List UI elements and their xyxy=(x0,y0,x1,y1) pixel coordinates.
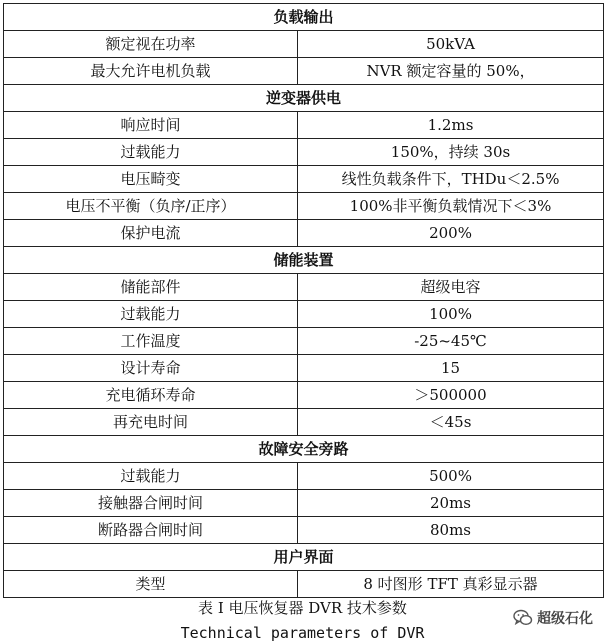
section-title: 故障安全旁路 xyxy=(4,436,604,463)
table-row xyxy=(4,58,604,85)
parameter-value-cell: NVR 额定容量的 50%， xyxy=(298,58,604,85)
table-row xyxy=(4,112,604,139)
parameter-value-cell: 80ms xyxy=(298,517,604,544)
parameter-name-cell: 接触器合闸时间 xyxy=(4,490,298,517)
table-row xyxy=(4,31,604,58)
table-row xyxy=(4,328,604,355)
table-row xyxy=(4,409,604,436)
section-header-row xyxy=(4,85,604,112)
parameter-name-cell: 储能部件 xyxy=(4,274,298,301)
parameter-name-cell: 保护电流 xyxy=(4,220,298,247)
section-header-row xyxy=(4,436,604,463)
table-row xyxy=(4,274,604,301)
parameter-name-cell: 过载能力 xyxy=(4,463,298,490)
table-body xyxy=(4,4,604,598)
table-caption-chinese: 表 I 电压恢复器 DVR 技术参数 xyxy=(198,599,407,617)
parameter-value-cell: 100%非平衡负载情况下＜3% xyxy=(298,193,604,220)
parameter-value-cell: 1.2ms xyxy=(298,112,604,139)
table-row xyxy=(4,517,604,544)
table-row xyxy=(4,301,604,328)
table-row xyxy=(4,571,604,598)
parameter-value-cell: ＞500000 xyxy=(298,382,604,409)
parameter-value-cell: 20ms xyxy=(298,490,604,517)
wechat-icon xyxy=(513,609,533,627)
watermark xyxy=(513,608,593,628)
section-header-row xyxy=(4,544,604,571)
parameter-value-cell: 15 xyxy=(298,355,604,382)
parameter-value-cell: 50kVA xyxy=(298,31,604,58)
parameter-name-cell: 断路器合闸时间 xyxy=(4,517,298,544)
table-row xyxy=(4,193,604,220)
parameter-name-cell: 设计寿命 xyxy=(4,355,298,382)
parameter-value-cell: 100% xyxy=(298,301,604,328)
section-title: 用户界面 xyxy=(4,544,604,571)
section-title: 储能装置 xyxy=(4,247,604,274)
parameter-value-cell: 线性负载条件下，THDu＜2.5% xyxy=(298,166,604,193)
table-row xyxy=(4,490,604,517)
parameter-value-cell: 200% xyxy=(298,220,604,247)
parameter-name-cell: 额定视在功率 xyxy=(4,31,298,58)
watermark-text: 超级石化 xyxy=(537,611,593,627)
parameter-name-cell: 电压畸变 xyxy=(4,166,298,193)
table-caption-english: Technical parameters of DVR xyxy=(180,624,425,642)
parameter-name-cell: 过载能力 xyxy=(4,301,298,328)
parameter-value-cell: -25~45℃ xyxy=(298,328,604,355)
parameter-value-cell: 500% xyxy=(298,463,604,490)
table-row xyxy=(4,139,604,166)
parameter-name-cell: 电压不平衡（负序/正序） xyxy=(4,193,298,220)
section-title: 负载输出 xyxy=(4,4,604,31)
parameter-value-cell: 超级电容 xyxy=(298,274,604,301)
parameter-value-cell: ＜45s xyxy=(298,409,604,436)
parameter-value-cell: 150%，持续 30s xyxy=(298,139,604,166)
parameter-name-cell: 工作温度 xyxy=(4,328,298,355)
section-title: 逆变器供电 xyxy=(4,85,604,112)
section-header-row xyxy=(4,247,604,274)
table-row xyxy=(4,166,604,193)
parameter-name-cell: 类型 xyxy=(4,571,298,598)
section-header-row xyxy=(4,4,604,31)
table-row xyxy=(4,463,604,490)
dvr-parameters-table xyxy=(3,3,604,598)
parameter-name-cell: 再充电时间 xyxy=(4,409,298,436)
parameter-name-cell: 响应时间 xyxy=(4,112,298,139)
parameter-value-cell: 8 吋图形 TFT 真彩显示器 xyxy=(298,571,604,598)
table-row xyxy=(4,382,604,409)
table-row xyxy=(4,355,604,382)
table-row xyxy=(4,220,604,247)
parameter-name-cell: 充电循环寿命 xyxy=(4,382,298,409)
parameter-name-cell: 最大允许电机负载 xyxy=(4,58,298,85)
parameter-name-cell: 过载能力 xyxy=(4,139,298,166)
